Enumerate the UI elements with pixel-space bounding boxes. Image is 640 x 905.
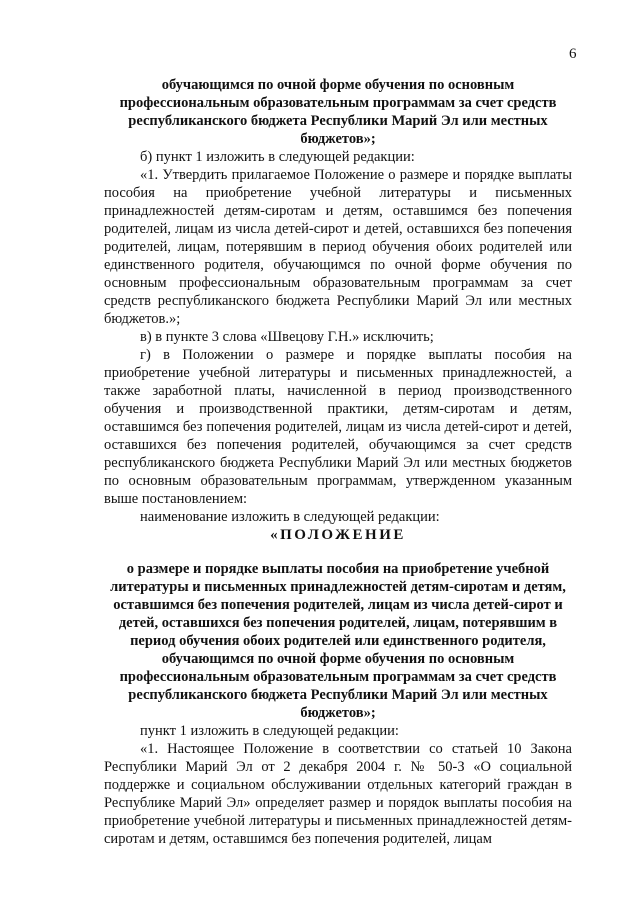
document-body <box>104 76 572 848</box>
paragraph-g: г) в Положении о размере и порядке выплаты пособия на приобретение учебной литературы и письменных принадлежностей, а также заработной платы, начисленной в период производственного обучения и производственной практики, детям-сиротам и детям, оставшимся без попечения родителей, лицам из числа детей-сирот и детей, оставшихся без попечения родителей, обучающимся за счет средств республиканского бюджета Республики Марий Эл или местных бюджетов по основным образовательным программам, утвержденном указанным выше постановлением: <box>104 347 572 507</box>
page-number: 6 <box>569 46 577 62</box>
document-title: «ПОЛОЖЕНИЕ <box>270 527 406 543</box>
heading-continuation: обучающимся по очной форме обучения по основным профессиональным образовательным программам за счет средств республиканского бюджета Республики Марий Эл или местных бюджетов»; <box>119 77 557 147</box>
paragraph-name: наименование изложить в следующей редакции: <box>140 509 440 525</box>
paragraph-p1-text: «1. Настоящее Положение в соответствии со статьей 10 Закона Республики Марий Эл от 2 декабря 2004 г. № 50-З «О социальной поддержке и социальном обслуживании отдельных категорий граждан в Республике Марий Эл» определяет размер и порядок выплаты пособия на приобретение учебной литературы и письменных принадлежностей детям-сиротам и детям, оставшимся без попечения родителей, лицам <box>104 741 572 847</box>
paragraph-v: в) в пункте 3 слова «Швецову Г.Н.» исключить; <box>140 329 434 345</box>
paragraph-b: б) пункт 1 изложить в следующей редакции: <box>140 149 415 165</box>
paragraph-p1: пункт 1 изложить в следующей редакции: <box>140 723 399 739</box>
document-subtitle: о размере и порядке выплаты пособия на приобретение учебной литературы и письменных принадлежностей детям-сиротам и детям, оставшимся без попечения родителей, лицам из числа детей-сирот и детей, оставшихся без попечения родителей, лицам, потерявшим в период обучения обоих родителей или единственного родителя, обучающимся по очной форме обучения по основным профессиональным образовательным программам за счет средств республиканского бюджета Республики Марий Эл или местных бюджетов»; <box>110 561 566 721</box>
paragraph-b-text: «1. Утвердить прилагаемое Положение о размере и порядке выплаты пособия на приобретение учебной литературы и письменных принадлежностей детям-сиротам и детям, оставшимся без попечения родителей, лицам из числа детей-сирот и детей, оставшихся без попечения родителей, лицам, потерявшим в период обучения обоих родителей или единственного родителя, обучающимся по очной форме обучения по основным профессиональным образовательным программам за счет средств республиканского бюджета Республики Марий Эл или местных бюджетов.»; <box>104 167 572 327</box>
